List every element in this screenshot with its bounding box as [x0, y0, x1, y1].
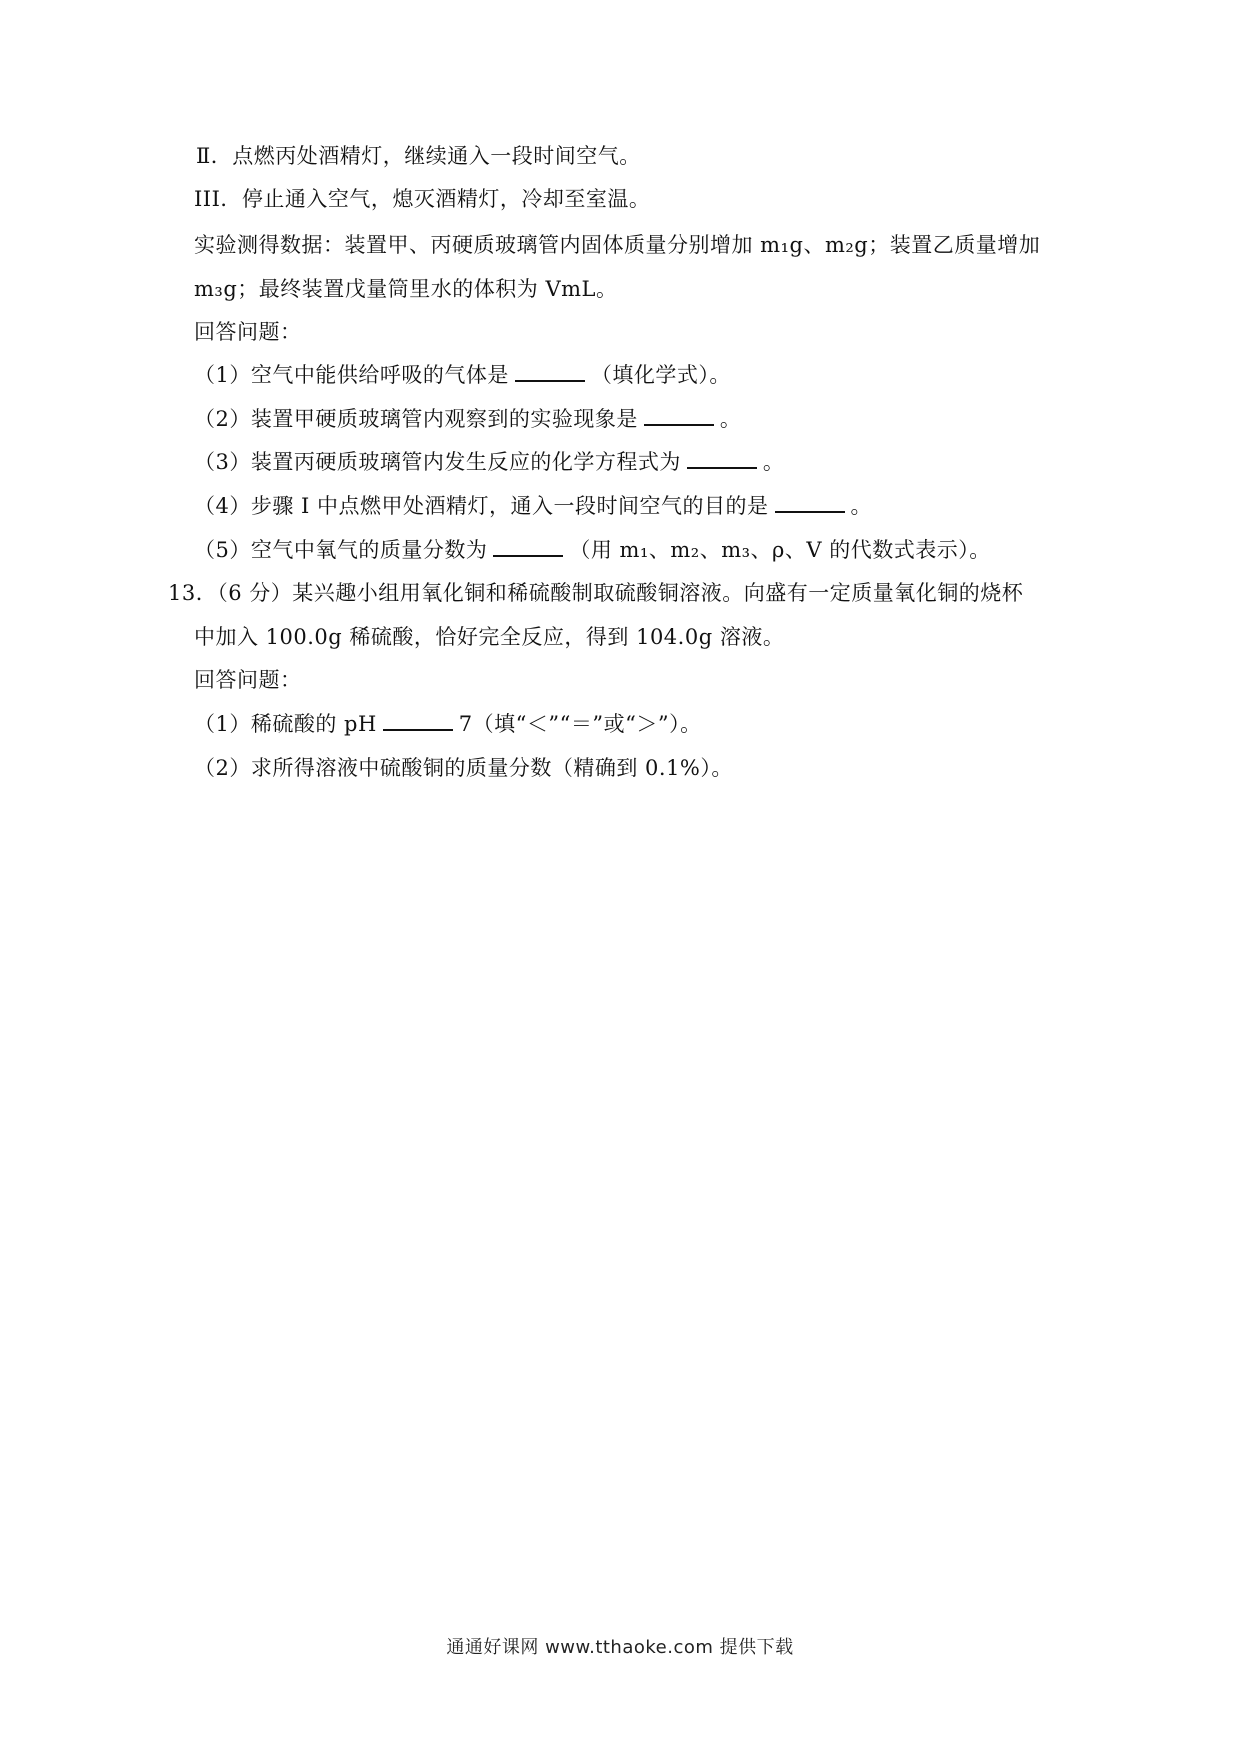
question-12-4 — [194, 491, 872, 521]
question-12-3-suffix: 。 — [762, 450, 785, 474]
question-13-line-1: 13．（6 分）某兴趣小组用氧化铜和稀硫酸制取硫酸铜溶液。向盛有一定质量氧化铜的烧杯 — [168, 581, 1024, 605]
question-12-1-prompt: （1）空气中能供给呼吸的气体是 — [194, 363, 509, 387]
question-12-1 — [194, 360, 731, 390]
answer-blank[interactable] — [515, 362, 585, 382]
answer-blank[interactable] — [644, 406, 714, 426]
step-2-text: Ⅱ．点燃丙处酒精灯，继续通入一段时间空气。 — [196, 144, 641, 168]
question-13-2: （2）求所得溶液中硫酸铜的质量分数（精确到 0.1%）。 — [194, 756, 733, 780]
question-12-5 — [194, 535, 991, 565]
answer-blank[interactable] — [687, 449, 757, 469]
question-12-4-prompt: （4）步骤 I 中点燃甲处酒精灯，通入一段时间空气的目的是 — [194, 494, 769, 518]
step-3-text: III．停止通入空气，熄灭酒精灯，冷却至室温。 — [194, 187, 651, 211]
answer-heading-12: 回答问题： — [194, 320, 302, 344]
question-12-1-suffix: （填化学式）。 — [590, 363, 731, 387]
question-12-3-prompt: （3）装置丙硬质玻璃管内发生反应的化学方程式为 — [194, 450, 681, 474]
question-12-5-prompt: （5）空气中氧气的质量分数为 — [194, 538, 488, 562]
question-13-line-2: 中加入 100.0g 稀硫酸，恰好完全反应，得到 104.0g 溶液。 — [194, 625, 785, 649]
question-13-1-prompt: （1）稀硫酸的 pH — [194, 712, 377, 736]
question-12-2-prompt: （2）装置甲硬质玻璃管内观察到的实验现象是 — [194, 407, 638, 431]
footer-text: 通通好课网 www.tthaoke.com 提供下载 — [446, 1637, 794, 1658]
answer-blank[interactable] — [493, 537, 563, 557]
answer-blank[interactable] — [383, 711, 453, 731]
question-13-1 — [194, 709, 702, 739]
question-12-3 — [194, 447, 784, 477]
question-12-2-suffix: 。 — [719, 407, 742, 431]
question-12-2 — [194, 404, 741, 434]
answer-blank[interactable] — [775, 493, 845, 513]
question-12-5-suffix: （用 m₁、m₂、m₃、ρ、V 的代数式表示）。 — [569, 538, 991, 562]
data-line-2: m₃g；最终装置戊量筒里水的体积为 VmL。 — [194, 277, 618, 301]
data-line-1: 实验测得数据：装置甲、丙硬质玻璃管内固体质量分别增加 m₁g、m₂g；装置乙质量增加 — [194, 233, 1041, 257]
answer-heading-13: 回答问题： — [194, 668, 302, 692]
question-13-1-suffix: 7（填“＜”“＝”或“＞”）。 — [458, 712, 702, 736]
question-12-4-suffix: 。 — [850, 494, 873, 518]
